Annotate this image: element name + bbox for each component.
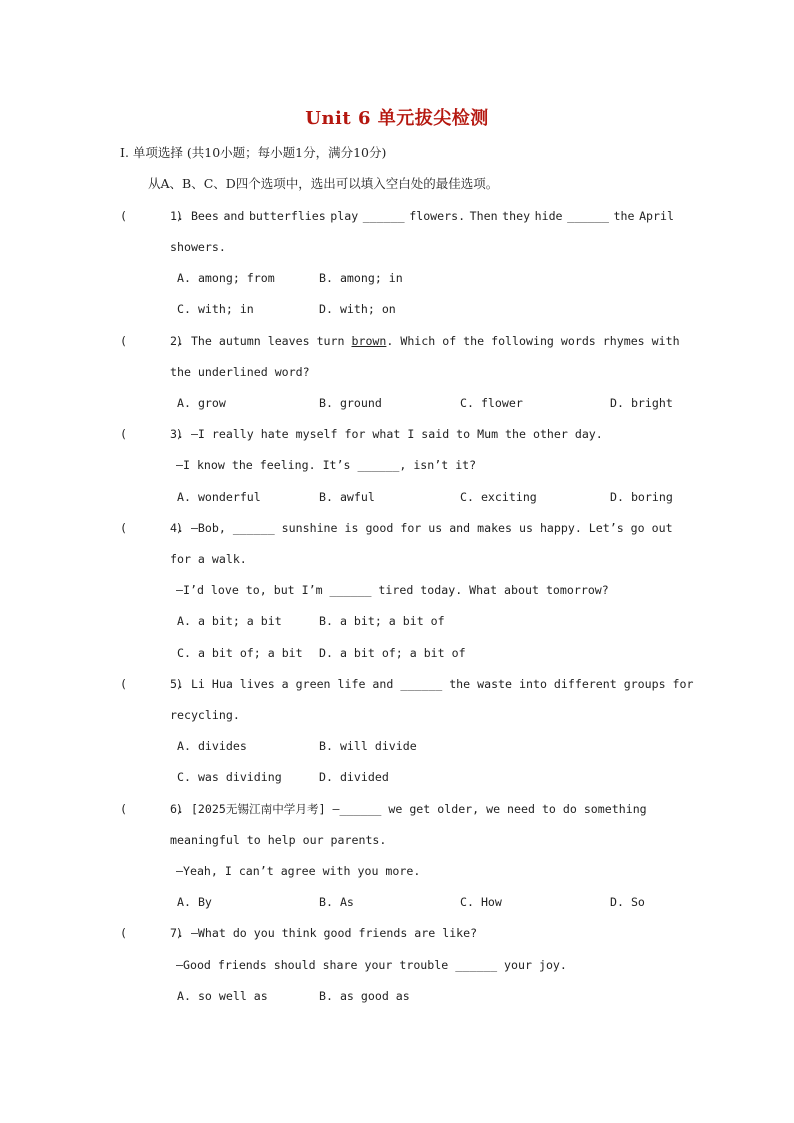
question-6-line-1: 6. [2025无锡江南中学月考] —______ we get older, we need to do something (170, 802, 647, 816)
question-2-line-1 (170, 334, 680, 348)
question-1-line-2: showers. (170, 240, 226, 254)
answer-blank[interactable]: ( ) (120, 802, 183, 816)
question-3-line-2: —I know the feeling. It’s ______, isn’t it? (176, 458, 477, 472)
q7-option-b[interactable]: B. as good as (319, 989, 410, 1003)
q1-option-a[interactable]: A. among; from (177, 271, 275, 285)
q6-option-c[interactable]: C. How (460, 895, 502, 909)
q1-word: hide (534, 209, 563, 223)
answer-blank[interactable]: ( ) (120, 677, 183, 691)
question-2-line-2: the underlined word? (170, 365, 310, 379)
question-1-line-1 (170, 209, 674, 223)
question-7-line-1: 7. —What do you think good friends are like? (170, 926, 478, 940)
question-5-line-1: 5. Li Hua lives a green life and ______ the waste into different groups for (170, 677, 694, 691)
question-6-line-3: —Yeah, I can’t agree with you more. (176, 864, 421, 878)
question-4-line-1: 4. —Bob, ______ sunshine is good for us and makes us happy. Let’s go out (170, 521, 673, 535)
q4-option-c[interactable]: C. a bit of; a bit (177, 646, 303, 660)
q7-option-a[interactable]: A. so well as (177, 989, 268, 1003)
q2-option-a[interactable]: A. grow (177, 396, 226, 410)
q5-option-c[interactable]: C. was dividing (177, 770, 282, 784)
q1-blank: ______ (567, 209, 609, 223)
question-4-line-3: —I’d love to, but I’m ______ tired today. What about tomorrow? (176, 583, 609, 597)
q1-word: Then (469, 209, 498, 223)
q4-option-b[interactable]: B. a bit; a bit of (319, 614, 445, 628)
q1-option-b[interactable]: B. among; in (319, 271, 403, 285)
question-4-line-2: for a walk. (170, 552, 247, 566)
question-5-line-2: recycling. (170, 708, 240, 722)
answer-blank[interactable]: ( ) (120, 427, 183, 441)
q3-option-a[interactable]: A. wonderful (177, 490, 261, 504)
q3-option-d[interactable]: D. boring (610, 490, 673, 504)
q3-option-c[interactable]: C. exciting (460, 490, 537, 504)
section-heading: I. 单项选择 (共10小题；每小题1分，满分10分) (120, 145, 387, 160)
q1-option-d[interactable]: D. with; on (319, 302, 396, 316)
answer-blank[interactable]: ( ) (120, 209, 183, 223)
q6-option-a[interactable]: A. By (177, 895, 212, 909)
q5-option-b[interactable]: B. will divide (319, 739, 417, 753)
q2-text: . Which of the following words rhymes with (386, 334, 680, 348)
answer-blank[interactable]: ( ) (120, 334, 183, 348)
q1-word: the (613, 209, 635, 223)
q6-option-d[interactable]: D. So (610, 895, 645, 909)
q2-underlined-word: brown (351, 334, 387, 348)
question-3-line-1: 3. —I really hate myself for what I said to Mum the other day. (170, 427, 603, 441)
q1-word: and (223, 209, 245, 223)
q4-option-a[interactable]: A. a bit; a bit (177, 614, 282, 628)
q1-word: butterflies (248, 209, 326, 223)
q1-word: they (502, 209, 531, 223)
answer-blank[interactable]: ( ) (120, 926, 183, 940)
q1-blank: ______ (362, 209, 405, 223)
answer-blank[interactable]: ( ) (120, 521, 183, 535)
q6-option-b[interactable]: B. As (319, 895, 354, 909)
q2-option-b[interactable]: B. ground (319, 396, 382, 410)
q4-option-d[interactable]: D. a bit of; a bit of (319, 646, 466, 660)
q1-word: April (639, 209, 674, 223)
q5-option-d[interactable]: D. divided (319, 770, 389, 784)
page-title: Unit 6 单元拔尖检测 (305, 108, 489, 129)
q2-option-d[interactable]: D. bright (610, 396, 673, 410)
section-instruction: 从A、B、C、D四个选项中，选出可以填入空白处的最佳选项。 (148, 176, 499, 191)
question-6-line-2: meaningful to help our parents. (170, 833, 387, 847)
q1-word: 1. Bees (170, 209, 219, 223)
q5-option-a[interactable]: A. divides (177, 739, 247, 753)
q2-option-c[interactable]: C. flower (460, 396, 523, 410)
question-7-line-2: —Good friends should share your trouble ______ your joy. (176, 958, 567, 972)
q1-word: flowers. (409, 209, 466, 223)
q2-text: 2. The autumn leaves turn (170, 334, 352, 348)
q3-option-b[interactable]: B. awful (319, 490, 375, 504)
q1-word: play (330, 209, 359, 223)
q1-option-c[interactable]: C. with; in (177, 302, 254, 316)
